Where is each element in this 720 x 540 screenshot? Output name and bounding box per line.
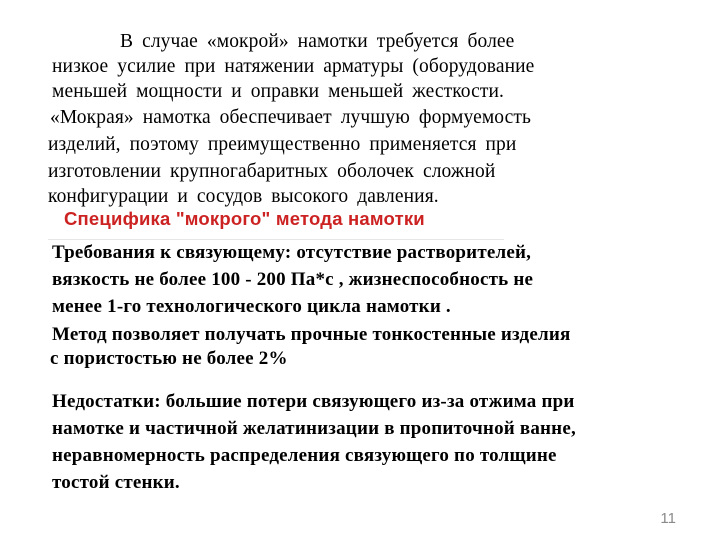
drawbacks-line-2: намотке и частичной желатинизации в пропиточной ванне, [52, 418, 576, 439]
intro-line-4: «Мокрая» намотка обеспечивает лучшую формуемость [50, 107, 531, 128]
method-line-2: с пористостью не более 2% [50, 348, 288, 369]
intro-line-5: изделий, поэтому преимущественно применяется при [48, 134, 517, 155]
section-heading: Специфика "мокрого" метода намотки [64, 208, 425, 229]
heading-divider [48, 239, 504, 240]
intro-line-3: меньшей мощности и оправки меньшей жесткости. [52, 81, 505, 102]
method-line-1: Метод позволяет получать прочные тонкостенные изделия [52, 324, 571, 345]
drawbacks-line-3: неравномерность распределения связующего по толщине [52, 445, 557, 466]
page-number: 11 [660, 510, 676, 527]
intro-line-1: В случае «мокрой» намотки требуется более [120, 31, 515, 52]
requirements-line-2: вязкость не более 100 - 200 Па*с , жизнеспособность не [52, 269, 534, 290]
requirements-line-3: менее 1-го технологического цикла намотки . [52, 296, 451, 317]
intro-line-7: конфигурации и сосудов высокого давления. [48, 186, 439, 207]
intro-line-2: низкое усилие при натяжении арматуры (оборудование [52, 56, 535, 77]
drawbacks-line-1: Недостатки: большие потери связующего из-за отжима при [52, 391, 575, 412]
requirements-line-1: Требования к связующему: отсутствие растворителей, [52, 242, 532, 263]
drawbacks-line-4: тостой стенки. [52, 472, 180, 493]
intro-line-6: изготовлении крупногабаритных оболочек сложной [48, 161, 496, 182]
